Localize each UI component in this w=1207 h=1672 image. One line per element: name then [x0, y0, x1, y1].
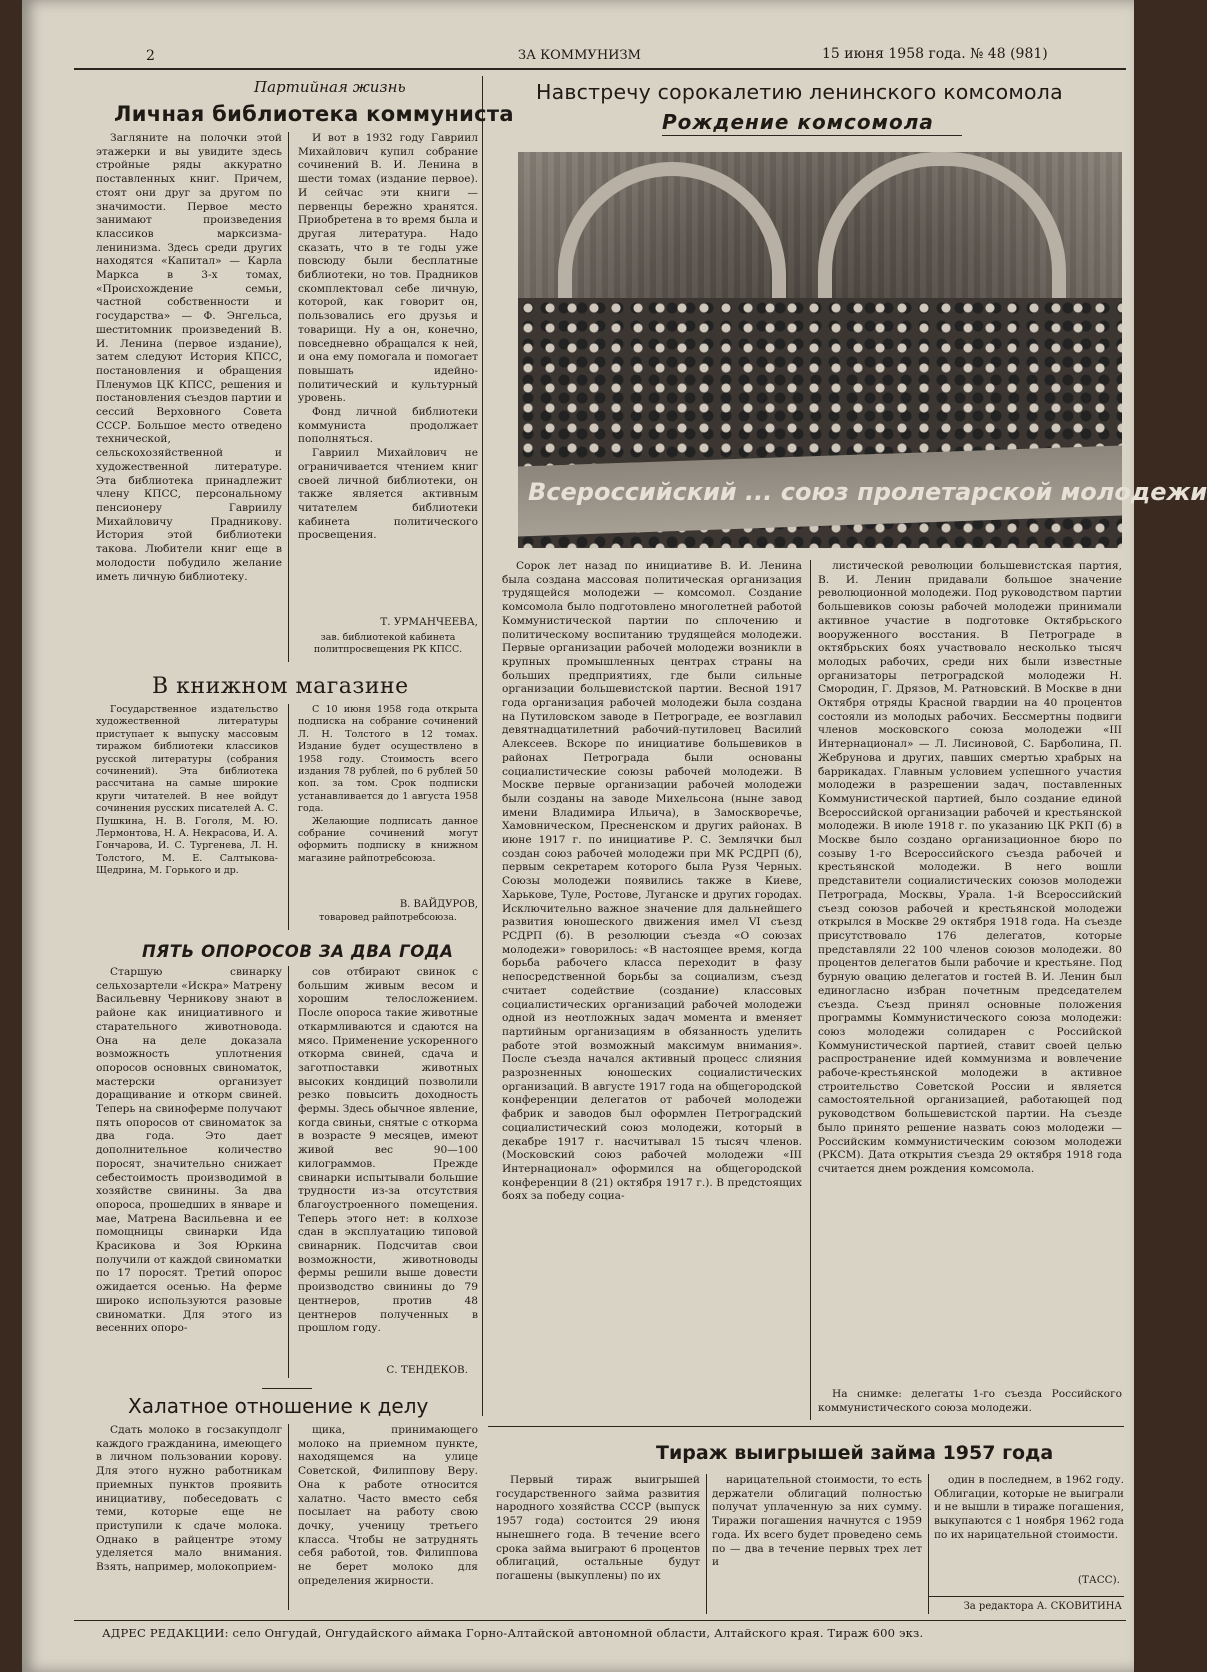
- pigs-author: С. ТЕНДЕКОВ.: [386, 1364, 468, 1376]
- bookstore-title: В книжном магазине: [152, 674, 409, 699]
- col-rule: [288, 704, 289, 930]
- photo-caption: На снимке: делегаты 1-го съезда Российского коммунистического союза молодежи.: [818, 1388, 1122, 1414]
- center-divider: [482, 76, 483, 1416]
- pigs-col2: сов отбирают свинок с большим живым весом и хорошим телосложением. После опороса такие животные откармливаются и сдаются на мясо. Применение ускоренного откорма свиней, сдача и заготпоставки животных высоких кондиций позволили резко повысить доходность фермы. Здесь обычное явление, когда свиньи, снятые с откорма в возрасте 9 месяцев, имеют живой вес 90—100 килограммов. Прежде свинарки испытывали большие трудности из-за отсутствия благоустроенного помещения. Теперь этого нет: в колхозе сдан в эксплуатацию типовой свинарник. Подсчитав свои возможности, животноводы фермы решили выше довести производство свинины до 79 центнеров, против 48 центнеров полученных в прошлом году.: [298, 966, 478, 1335]
- lottery-source: (ТАСС).: [1077, 1574, 1120, 1586]
- komsomol-subtitle: Рождение комсомола: [662, 110, 934, 134]
- komsomol-banner-title: Навстречу сорокалетию ленинского комсомола: [536, 80, 1063, 104]
- milk-col1: Сдать молоко в госзакупдолг каждого гражданина, имеющего в личном пользовании корову. Для этого нужно работникам приемных пунктов проявить инициативу, побеседовать с теми, которые еще не приступили к сдаче молока. Однако в райцентре этому уделяется мало внимания. Взять, например, молокоприем-: [96, 1424, 282, 1574]
- lottery-col1: Первый тираж выигрышей государственного займа развития народного хозяйства СССР (выпуск 1957 года) состоится 29 июня нынешнего года. В течение всего срока займа выиграют 6 процентов облигаций, остальные будут погашены (выкуплены) по их: [496, 1474, 700, 1582]
- header-rule: [74, 68, 1126, 70]
- editor-line: За редактора А. СКОВИТИНА: [963, 1601, 1122, 1612]
- bookstore-author: В. ВАЙДУРОВ,: [399, 899, 478, 910]
- library-title: Личная библиотека коммуниста: [114, 102, 514, 126]
- lottery-rule: [488, 1426, 1124, 1427]
- library-author-role: зав. библиотекой кабинета политпросвещения РК КПСС.: [313, 632, 463, 655]
- col-rule: [810, 560, 811, 1420]
- col-rule: [288, 1424, 289, 1610]
- lottery-title: Тираж выигрышей займа 1957 года: [656, 1442, 1054, 1464]
- lottery-col3: один в последнем, в 1962 году. Облигации, которые не выиграли и не вышли в тираже погашения, выкупаются с 1 ноября 1962 года по их нарицательной стоимости.: [934, 1474, 1124, 1541]
- footer-address: АДРЕС РЕДАКЦИИ: село Онгудай, Онгудайского аймака Горно-Алтайской автономной области, Алтайского края. Тираж 600 экз.: [102, 1626, 924, 1640]
- page-number: 2: [146, 48, 155, 64]
- milk-col2: щика, принимающего молоко на приемном пункте, находящемся на улице Советской, Филиппову Веру. Она к работе относится халатно. Часто вместо себя посылает на работу свою дочку, ученицу третьего класса. Чтобы не затруднять себя работой, тов. Филиппова не берет молоко для определения жирности.: [298, 1424, 478, 1587]
- congress-photo: [518, 152, 1207, 548]
- newspaper-page: [22, 0, 1207, 1672]
- library-author: Т. УРМАНЧЕЕВА,: [380, 616, 478, 628]
- newspaper-name: ЗА КОММУНИЗМ: [518, 48, 641, 63]
- komsomol-col2: листической революции большевистская партия, В. И. Ленин придавали большое значение революционной молодежи. Под руководством партии большевиков союзы рабочей молодежи принимали активное участие в подготовке Октябрьского вооруженного восстания. В Петрограде в октябрьских боях участвовало несколько тысяч молодых рабочих, среди них были известные организаторы петроградской молодежи Н. Смородин, Г. Дрязов, М. Ратновский. В Москве в дни Октября отряды Красной гвардии на 40 процентов состояли из молодых рабочих. Бессмертны подвиги членов московского союза молодежи «III Интернационал» — Л. Лисиновой, С. Барболина, П. Жебрунова и других, павших смертью храбрых на баррикадах. Главным условием успешного участия молодежи в разрешении задач, поставленных Коммунистической партией, было создание единой Всероссийской организации рабочей и крестьянской молодежи. В июле 1918 г. по указанию ЦК РКП (б) в Москве было создано организационное бюро по созыву 1-го Всероссийского съезда рабочей и крестьянской молодежи. В него вошли представители социалистических союзов молодежи Петрограда, Москвы, Урала. 1-й Всероссийский съезд союзов рабочей и крестьянской молодежи открылся в Москве 29 октября 1918 года. На съезде присутствовало 176 делегатов, которые представляли 22 100 членов союзов молодежи. 80 процентов делегатов были рабочие и крестьяне. Под бурную овацию делегатов и гостей В. И. Ленин был единогласно избран почетным председателем съезда. Съезд принял основные положения программы Коммунистического союза молодежи: союз молодежи солидарен с Российской Коммунистической партией, ставит своей целью распространение идей коммунизма и вовлечение рабоче-крестьянской молодежи в активное строительство Советской России и является самостоятельной организацией, работающей под руководством большевистской партии. На съезде было принято решение назвать союз молодежи — Российским коммунистическим союзом молодежи (РКСМ). Дата открытия съезда 29 октября 1918 года считается днем рождения комсомола.: [818, 560, 1122, 1175]
- bookstore-col1: Государственное издательство художественной литературы приступает к выпуску массовым тиражом библиотеки классиков русской литературы (собрания сочинений). Эта библиотека рассчитана на самые широкие круги читателей. В нее войдут сочинения русских писателей А. С. Пушкина, Н. В. Гоголя, М. Ю. Лермонтова, Н. А. Некрасова, И. А. Гончарова, И. С. Тургенева, Л. Н. Толстого, М. Е. Салтыкова-Щедрина, М. Горького и др.: [96, 704, 278, 877]
- lottery-col2: нарицательной стоимости, то есть держатели облигаций полностью получат уплаченную за них сумму. Тиражи погашения начнутся с 1959 года. Их всего будет проведено семь по — два в течение первых трех лет и: [712, 1474, 922, 1569]
- editor-rule: [928, 1596, 1124, 1597]
- footer-rule: [74, 1620, 1126, 1621]
- col-rule: [288, 966, 289, 1378]
- milk-title: Халатное отношение к делу: [128, 1394, 429, 1418]
- pigs-title: ПЯТЬ ОПОРОСОВ ЗА ДВА ГОДА: [142, 942, 454, 961]
- library-col2: И вот в 1932 году Гавриил Михайлович купил собрание сочинений В. И. Ленина в шести томах (издание первое). И сейчас эти книги — первенцы бережно хранятся. Приобретена в то время была и другая литература. Надо сказать, что в те годы уже повсюду были бесплатные библиотеки, но тов. Прадников скомплектовал себе личную, которой, как говорит он, пользовались его друзья и товарищи. Ну а он, конечно, повседневно обращался к ней, и она ему помогала и помогает повышать идейно-политический и культурный уровень. Фонд личной библиотеки коммуниста продолжает пополняться. Гавриил Михайлович не ограничивается чтением книг своей личной библиотеки, он также является активным читателем библиотеки кабинета политического просвещения.: [298, 132, 478, 542]
- issue-date: 15 июня 1958 года. № 48 (981): [822, 46, 1048, 62]
- rubric-party-life: Партийная жизнь: [254, 78, 406, 96]
- pigs-col1: Старшую свинарку сельхозартели «Искра» Матрену Васильевну Черникову знают в районе как инициативного и старательного животновода. Она на деле доказала возможность уплотнения опоросов основных свиноматок, мастерски организует доращивание и откорм свиней. Теперь на свиноферме получают пять опоросов от свиноматок за два года. Это дает дополнительное количество поросят, значительно снижает себестоимость производимой в хозяйстве свинины. За два опороса, прошедших в январе и мае, Матрена Васильевна и ее помощницы свинарки Ида Красикова и Зоя Юркина получили от каждой свиноматки по 17 поросят. Третий опорос ожидается осенью. На ферме широко используются разовые свиноматки. Для этого из весенних опоро-: [96, 966, 282, 1335]
- library-col1: Загляните на полочки этой этажерки и вы увидите здесь стройные ряды аккуратно поставленных книг. Причем, стоят они друг за другом по значимости. Первое место занимают произведения классиков марксизма-ленинизма. Здесь среди других находятся «Капитал» — Карла Маркса в 3-х томах, «Происхождение семьи, частной собственности и государства» — Ф. Энгельса, шеститомник произведений В. И. Ленина (первое издание), затем следуют История КПСС, постановления и обращения Пленумов ЦК КПСС, решения и постановления съездов партии и сессий Верховного Совета СССР. Большое место отведено технической, сельскохозяйственной и художественной литературе. Эта библиотека принадлежит члену КПСС, персональному пенсионеру Гавриилу Михайловичу Прадникову. История этой библиотеки такова. Любители книг еще в молодости побудило желание иметь личную библиотеку.: [96, 132, 282, 583]
- col-rule: [706, 1474, 707, 1614]
- col-rule: [928, 1474, 929, 1614]
- komsomol-col1: Сорок лет назад по инициативе В. И. Ленина была создана массовая политическая организация трудящейся молодежи — комсомол. Создание комсомола было подготовлено многолетней работой Коммунистической партии по сплочению и политическому воспитанию трудящейся молодежи. Первые организации рабочей молодежи возникли в крупных промышленных центрах страны на больших предприятиях, где были сильные организации большевистской партии. Весной 1917 года организация рабочей молодежи была создана на Путиловском заводе в Петрограде, ее возглавил девятнадцатилетний рабочий-путиловец Василий Алексеев. Вскоре по инициативе большевиков в районах Петрограда были основаны социалистические союзы рабочей молодежи. В Москве первые организации рабочей молодежи были созданы на заводе Михельсона (ныне завод имени Владимира Ильича), в Замоскворечье, Хамовническом, Пресненском и других районах. В июне 1917 г. по инициативе Р. С. Землячки был создан союз рабочей молодежи при МК РСДРП (б), первым секретарем которого была Рузя Черных. Союзы молодежи появились также в Киеве, Харькове, Туле, Ростове, Луганске и других городах. Исключительно важное значение для дальнейшего развития юношеского движения имел VI съезд РСДРП (б). В резолюции съезда «О союзах молодежи» говорилось: «В настоящее время, когда борьба рабочего класса переходит в фазу непосредственной борьбы за социализм, съезд считает содействие (создание) классовых социалистических организаций рабочей молодежи одной из неотложных задач момента и вменяет партийным организациям в обязанность уделить работе этой возможный максимум внимания». После съезда начался активный процесс слияния разрозненных юношеских социалистических организаций. В августе 1917 года на общегородской конференции делегатов от рабочей молодежи фабрик и заводов был оформлен Петроградский социалистический союз молодежи, который в декабре 1917 г. насчитывал 15 тысяч членов. (Московский союз рабочей молодежи «III Интернационал» оформился на общегородской конференции 8 (21) октября 1917 г.). В предстоящих боях за победу социа-: [502, 560, 802, 1203]
- separator: [262, 1388, 312, 1389]
- bookstore-author-role: товаровед райпотребсоюза.: [319, 912, 457, 923]
- subtitle-underline: [662, 135, 962, 136]
- bookstore-col2: С 10 июня 1958 года открыта подписка на собрание сочинений Л. Н. Толстого в 12 томах. Издание будет осуществлено в 1958 году. Стоимость всего издания 78 рублей, по 6 рублей 50 коп. за том. Срок подписки устанавливается до 1 августа 1958 года. Желающие подписать данное собрание сочинений могут оформить подписку в книжном магазине райпотребсоюза.: [298, 704, 478, 864]
- col-rule: [288, 132, 289, 662]
- photo-banner-text: Всероссийский ... союз пролетарской молодежи: [528, 478, 1207, 506]
